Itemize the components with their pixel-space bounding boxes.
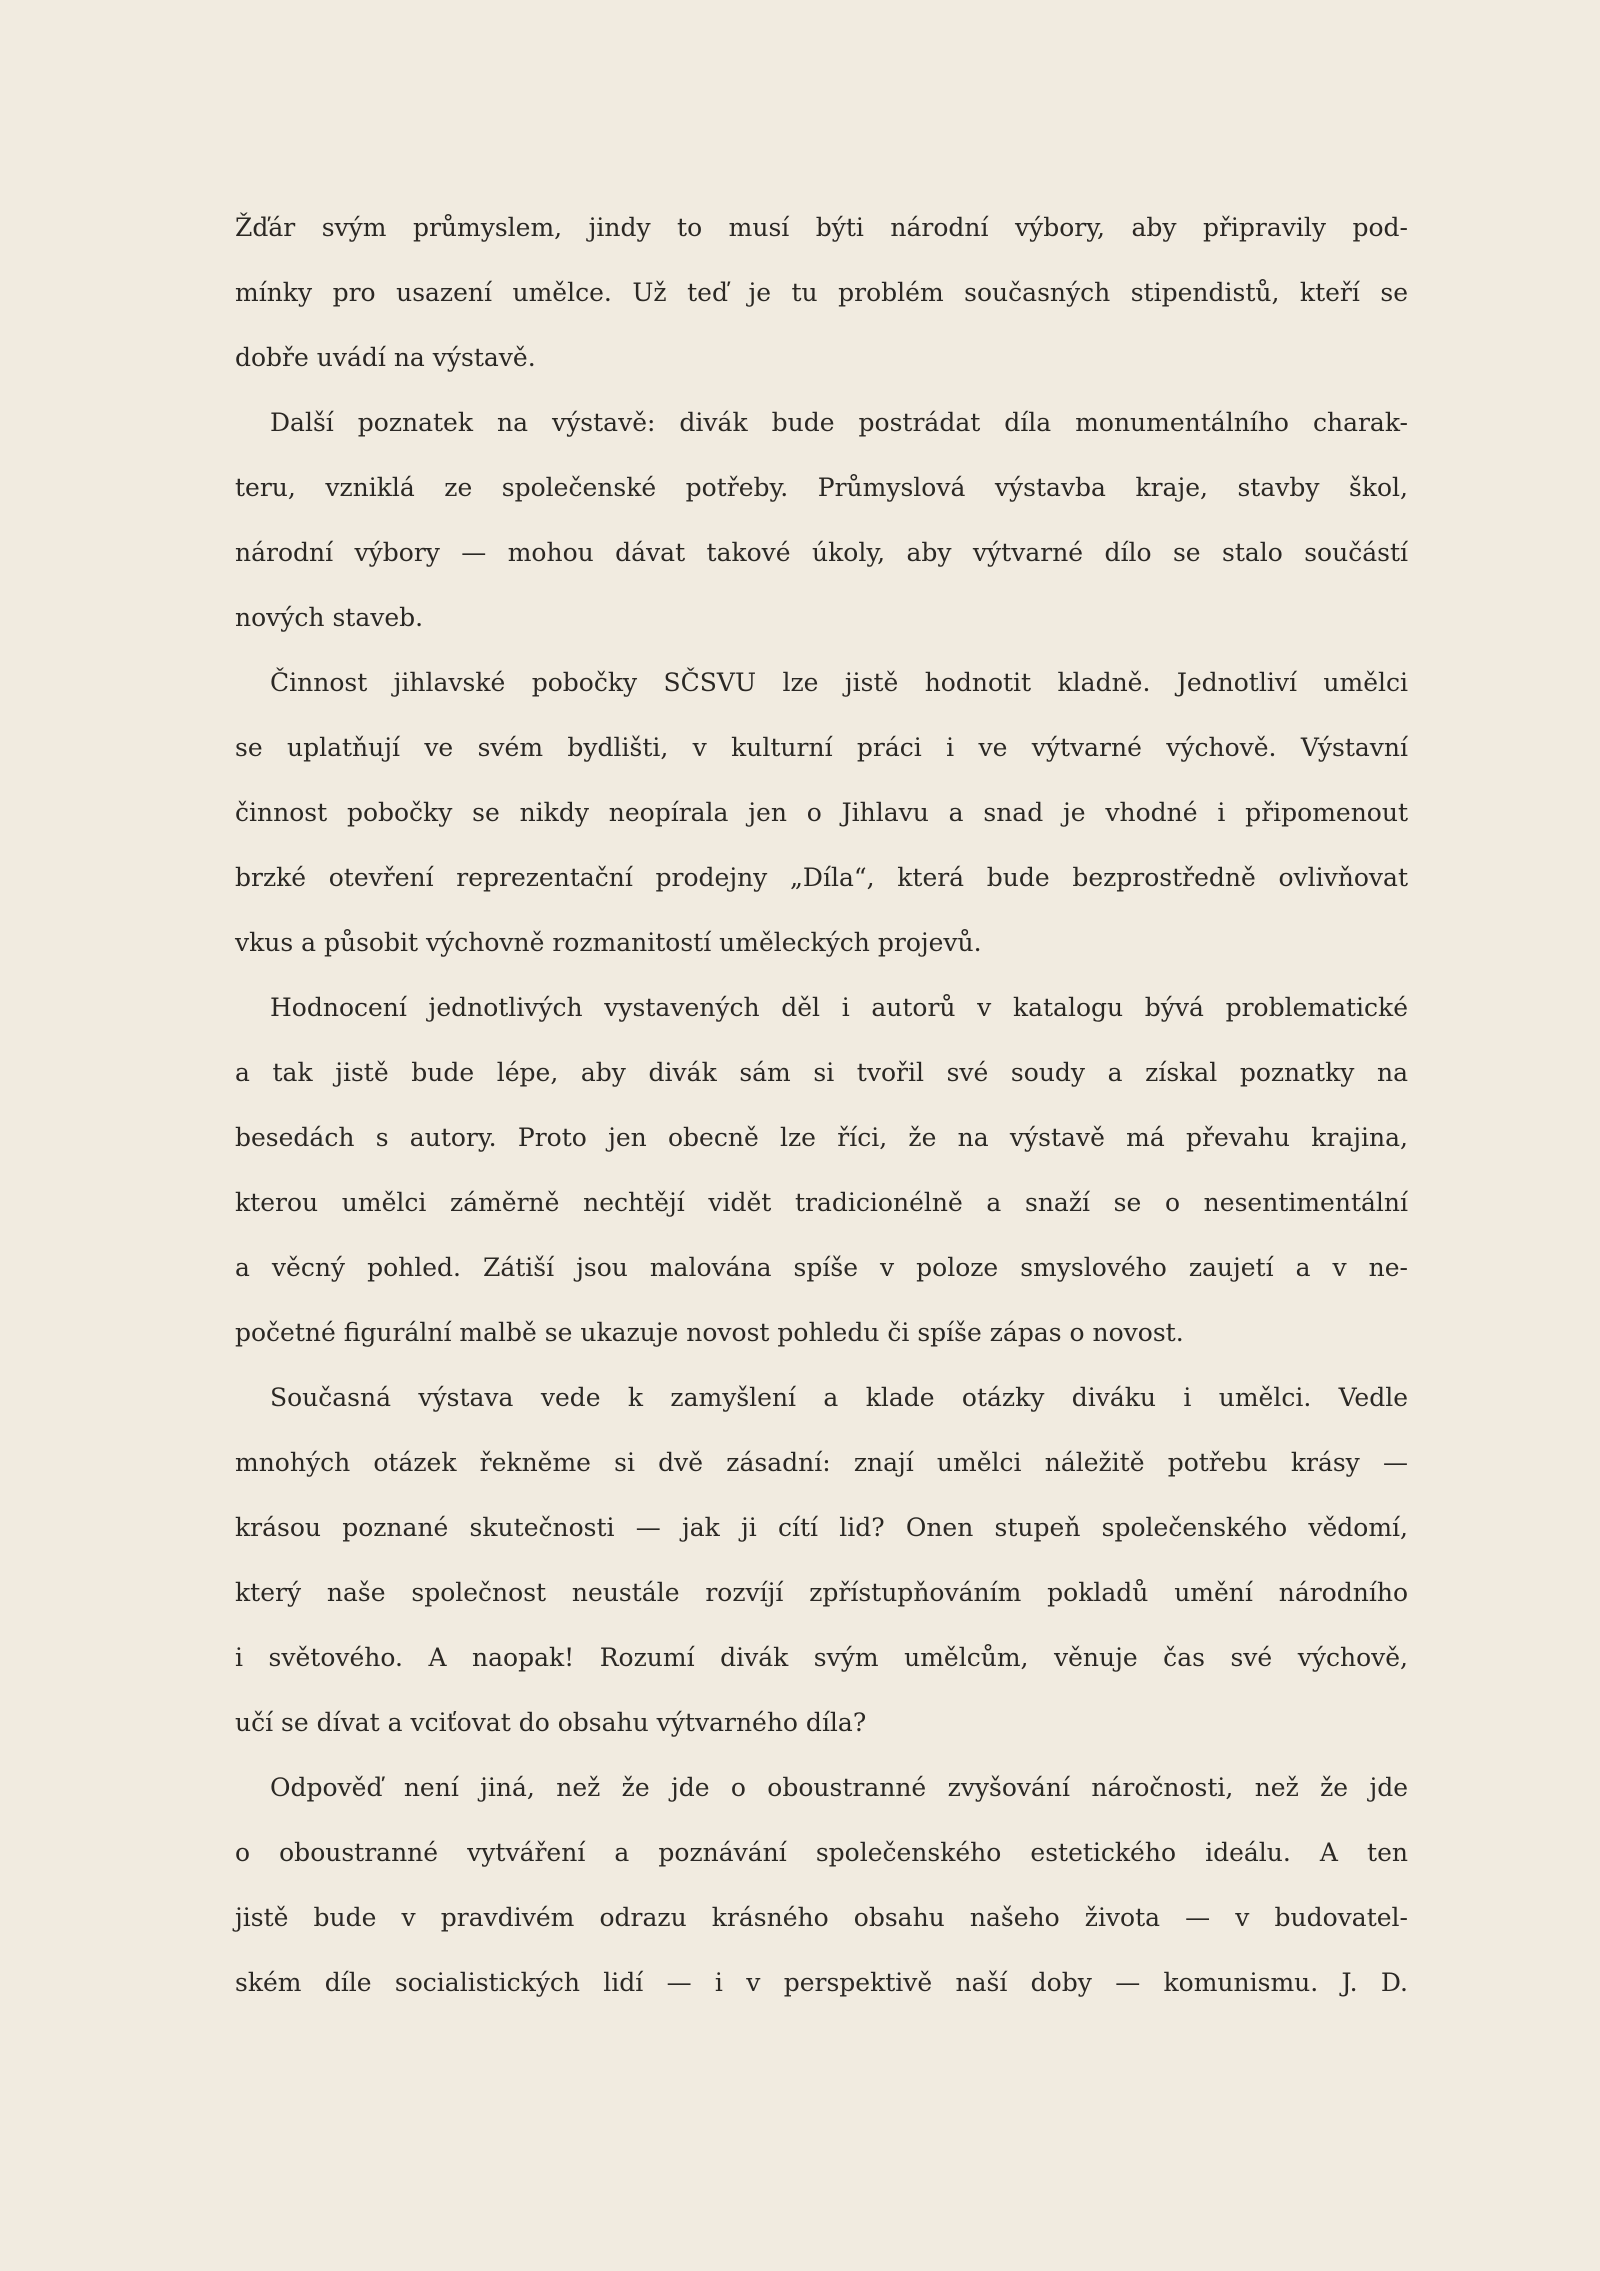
text-line: který naše společnost neustále rozvíjí zpřístupňováním pokladů umění národního	[235, 1578, 1408, 1607]
text-line: se uplatňují ve svém bydlišti, v kulturní práci i ve výtvarné výchově. Výstavní	[235, 733, 1408, 762]
text-line: brzké otevření reprezentační prodejny „Díla“, která bude bezprostředně ovlivňovat	[235, 863, 1408, 892]
article-text	[235, 195, 1408, 2015]
text-line: vkus a působit výchovně rozmanitostí uměleckých projevů.	[235, 928, 982, 957]
text-line: mnohých otázek řekněme si dvě zásadní: znají umělci náležitě potřebu krásy —	[235, 1448, 1408, 1477]
text-line: dobře uvádí na výstavě.	[235, 343, 536, 372]
text-line: o oboustranné vytváření a poznávání společenského estetického ideálu. A ten	[235, 1838, 1408, 1867]
text-line: učí se dívat a vciťovat do obsahu výtvarného díla?	[235, 1708, 867, 1737]
text-line: i světového. A naopak! Rozumí divák svým umělcům, věnuje čas své výchově,	[235, 1643, 1408, 1672]
text-line: mínky pro usazení umělce. Už teď je tu problém současných stipendistů, kteří se	[235, 278, 1408, 307]
text-line: Žďár svým průmyslem, jindy to musí býti národní výbory, aby připravily pod-	[235, 213, 1408, 242]
text-line: a věcný pohled. Zátiší jsou malována spíše v poloze smyslového zaujetí a v ne-	[235, 1253, 1408, 1282]
paragraph-start-line: Hodnocení jednotlivých vystavených děl i autorů v katalogu bývá problematické	[270, 993, 1408, 1022]
text-line: kterou umělci záměrně nechtějí vidět tradicionélně a snaží se o nesentimentální	[235, 1188, 1408, 1217]
text-line: činnost pobočky se nikdy neopírala jen o Jihlavu a snad je vhodné i připomenout	[235, 798, 1408, 827]
paragraph-start-line: Odpověď není jiná, než že jde o oboustranné zvyšování náročnosti, než že jde	[270, 1773, 1408, 1802]
paragraph-start-line: Další poznatek na výstavě: divák bude postrádat díla monumentálního charak-	[270, 408, 1408, 437]
text-line: jistě bude v pravdivém odrazu krásného obsahu našeho života — v budovatel-	[235, 1903, 1408, 1932]
text-line: krásou poznané skutečnosti — jak ji cítí lid? Onen stupeň společenského vědomí,	[235, 1513, 1408, 1542]
paragraph-start-line: Činnost jihlavské pobočky SČSVU lze jistě hodnotit kladně. Jednotliví umělci	[270, 668, 1408, 697]
paragraph-start-line: Současná výstava vede k zamyšlení a klade otázky diváku i umělci. Vedle	[270, 1383, 1408, 1412]
text-line: nových staveb.	[235, 603, 424, 632]
text-line: teru, vzniklá ze společenské potřeby. Průmyslová výstavba kraje, stavby škol,	[235, 473, 1408, 502]
text-line: a tak jistě bude lépe, aby divák sám si tvořil své soudy a získal poznatky na	[235, 1058, 1408, 1087]
text-line: početné figurální malbě se ukazuje novost pohledu či spíše zápas o novost.	[235, 1318, 1184, 1347]
signature-line: ském díle socialistických lidí — i v perspektivě naší doby — komunismu. J. D.	[235, 1968, 1408, 1997]
text-line: besedách s autory. Proto jen obecně lze říci, že na výstavě má převahu krajina,	[235, 1123, 1408, 1152]
text-line: národní výbory — mohou dávat takové úkoly, aby výtvarné dílo se stalo součástí	[235, 538, 1408, 567]
